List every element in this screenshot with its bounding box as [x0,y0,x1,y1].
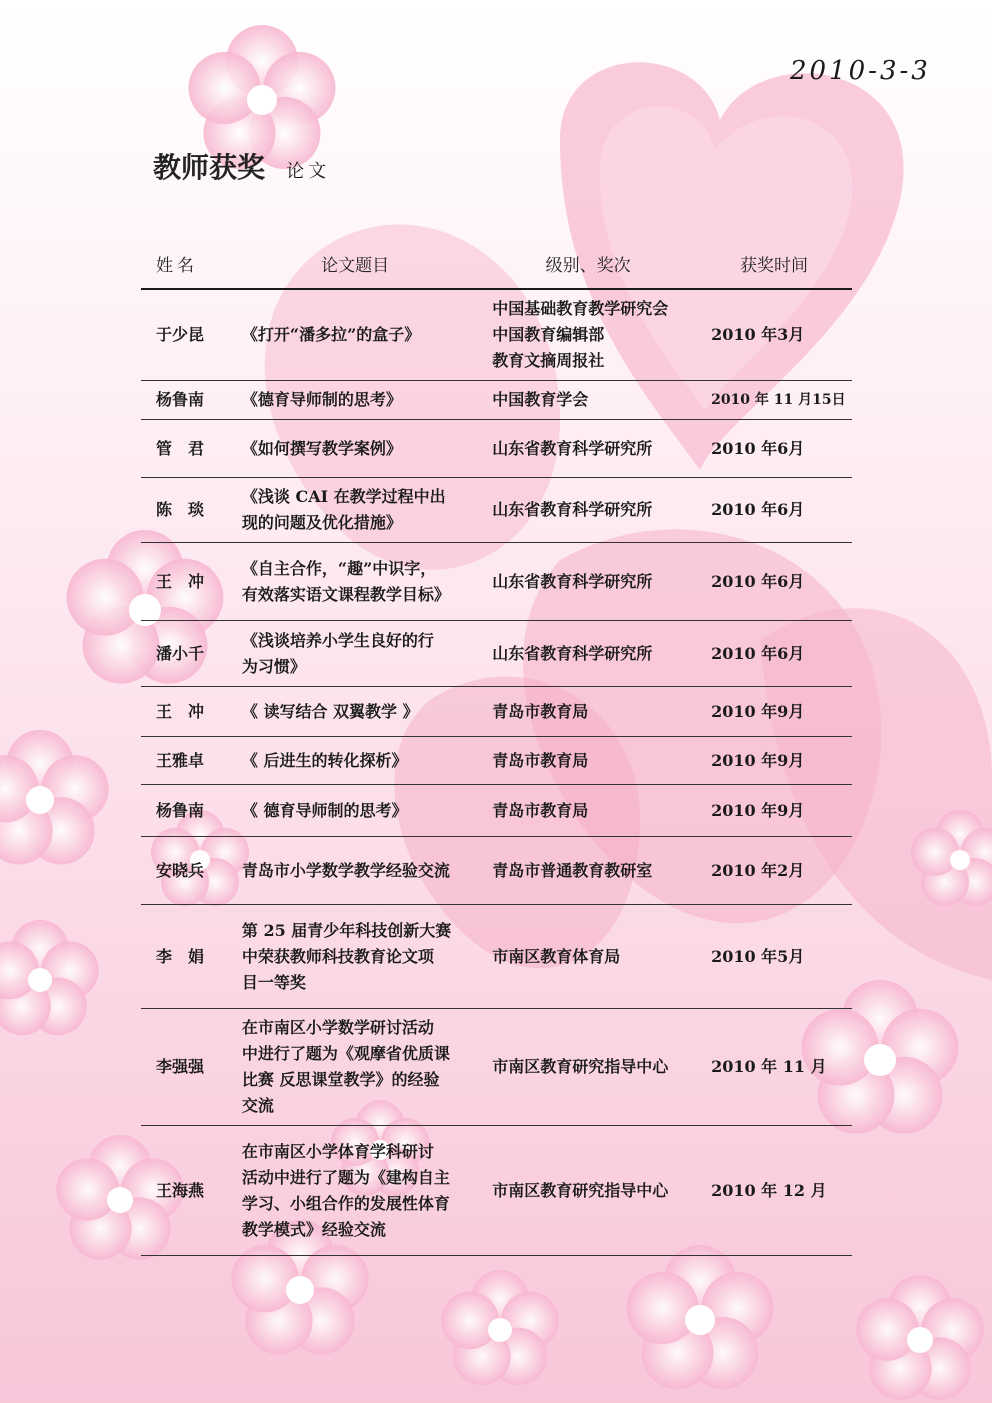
cell-name: 管 君 [141,420,242,478]
cell-level: 中国教育学会 [480,381,697,420]
cell-level: 市南区教育研究指导中心 [480,1126,697,1256]
table-row [141,737,852,785]
cell-time: 2010 年3月 [697,289,852,381]
page-heading [153,146,330,186]
table-row [141,478,852,543]
cell-name: 李强强 [141,1009,242,1126]
cell-name: 于少昆 [141,289,242,381]
cell-time: 2010 年5月 [697,905,852,1009]
table-row [141,687,852,737]
cell-name: 安晓兵 [141,837,242,905]
cell-title: 青岛市小学数学教学经验交流 [242,837,480,905]
cell-title: 第 25 届青少年科技创新大赛 中荣获教师科技教育论文项 目一等奖 [242,905,480,1009]
table-row [141,837,852,905]
cell-level: 青岛市教育局 [480,785,697,837]
cell-name: 王 冲 [141,687,242,737]
table-row [141,289,852,381]
table-row [141,905,852,1009]
cell-name: 李 娟 [141,905,242,1009]
cell-title: 在市南区小学体育学科研讨 活动中进行了题为《建构自主 学习、小组合作的发展性体育 教学模式》经验交流 [242,1126,480,1256]
cell-time: 2010 年9月 [697,737,852,785]
cell-title: 《打开“潘多拉”的盒子》 [242,289,480,381]
cell-title: 《德育导师制的思考》 [242,381,480,420]
cell-level: 山东省教育科学研究所 [480,420,697,478]
table-row [141,381,852,420]
cell-level: 市南区教育体育局 [480,905,697,1009]
cell-time: 2010 年9月 [697,785,852,837]
cell-level: 青岛市教育局 [480,687,697,737]
cell-level: 山东省教育科学研究所 [480,478,697,543]
cell-title: 《浅谈培养小学生良好的行 为习惯》 [242,621,480,687]
cell-time: 2010 年 11 月 [697,1009,852,1126]
cell-level: 山东省教育科学研究所 [480,621,697,687]
header-time: 获奖时间 [697,238,852,289]
cell-title: 《如何撰写教学案例》 [242,420,480,478]
cell-name: 陈 琰 [141,478,242,543]
table-row [141,621,852,687]
cell-time: 2010 年9月 [697,687,852,737]
cell-level: 青岛市普通教育教研室 [480,837,697,905]
header-title: 论文题目 [242,238,480,289]
cell-time: 2010 年6月 [697,420,852,478]
cell-time: 2010 年6月 [697,543,852,621]
page-title: 教师获奖 [153,151,266,184]
cell-title: 《 德育导师制的思考》 [242,785,480,837]
page-subtitle: 论文 [286,161,331,182]
cell-name: 杨鲁南 [141,381,242,420]
cell-title: 《 读写结合 双翼教学 》 [242,687,480,737]
cell-name: 杨鲁南 [141,785,242,837]
cell-name: 王海燕 [141,1126,242,1256]
cell-name: 王雅卓 [141,737,242,785]
cell-name: 潘小千 [141,621,242,687]
cell-level: 青岛市教育局 [480,737,697,785]
page-date: 2010-3-3 [790,56,931,86]
cell-name: 王 冲 [141,543,242,621]
table-row [141,420,852,478]
cell-time: 2010 年2月 [697,837,852,905]
cell-title: 《自主合作，“趣”中识字， 有效落实语文课程教学目标》 [242,543,480,621]
table-header-row [141,238,852,289]
header-name: 姓名 [141,238,242,289]
cell-level: 市南区教育研究指导中心 [480,1009,697,1126]
cell-level: 中国基础教育教学研究会 中国教育编辑部 教育文摘周报社 [480,289,697,381]
table-row [141,543,852,621]
cell-title: 在市南区小学数学研讨活动 中进行了题为《观摩省优质课 比赛 反思课堂教学》的经验 交流 [242,1009,480,1126]
cell-level: 山东省教育科学研究所 [480,543,697,621]
cell-title: 《浅谈 CAI 在教学过程中出 现的问题及优化措施》 [242,478,480,543]
table-row [141,785,852,837]
table-row [141,1126,852,1256]
header-level: 级别、奖次 [480,238,697,289]
table-row [141,1009,852,1126]
table-body [141,289,852,1256]
cell-time: 2010 年6月 [697,478,852,543]
cell-time: 2010 年 11 月15日 [697,381,852,420]
awards-table [141,238,852,1256]
cell-time: 2010 年6月 [697,621,852,687]
cell-time: 2010 年 12 月 [697,1126,852,1256]
cell-title: 《 后进生的转化探析》 [242,737,480,785]
